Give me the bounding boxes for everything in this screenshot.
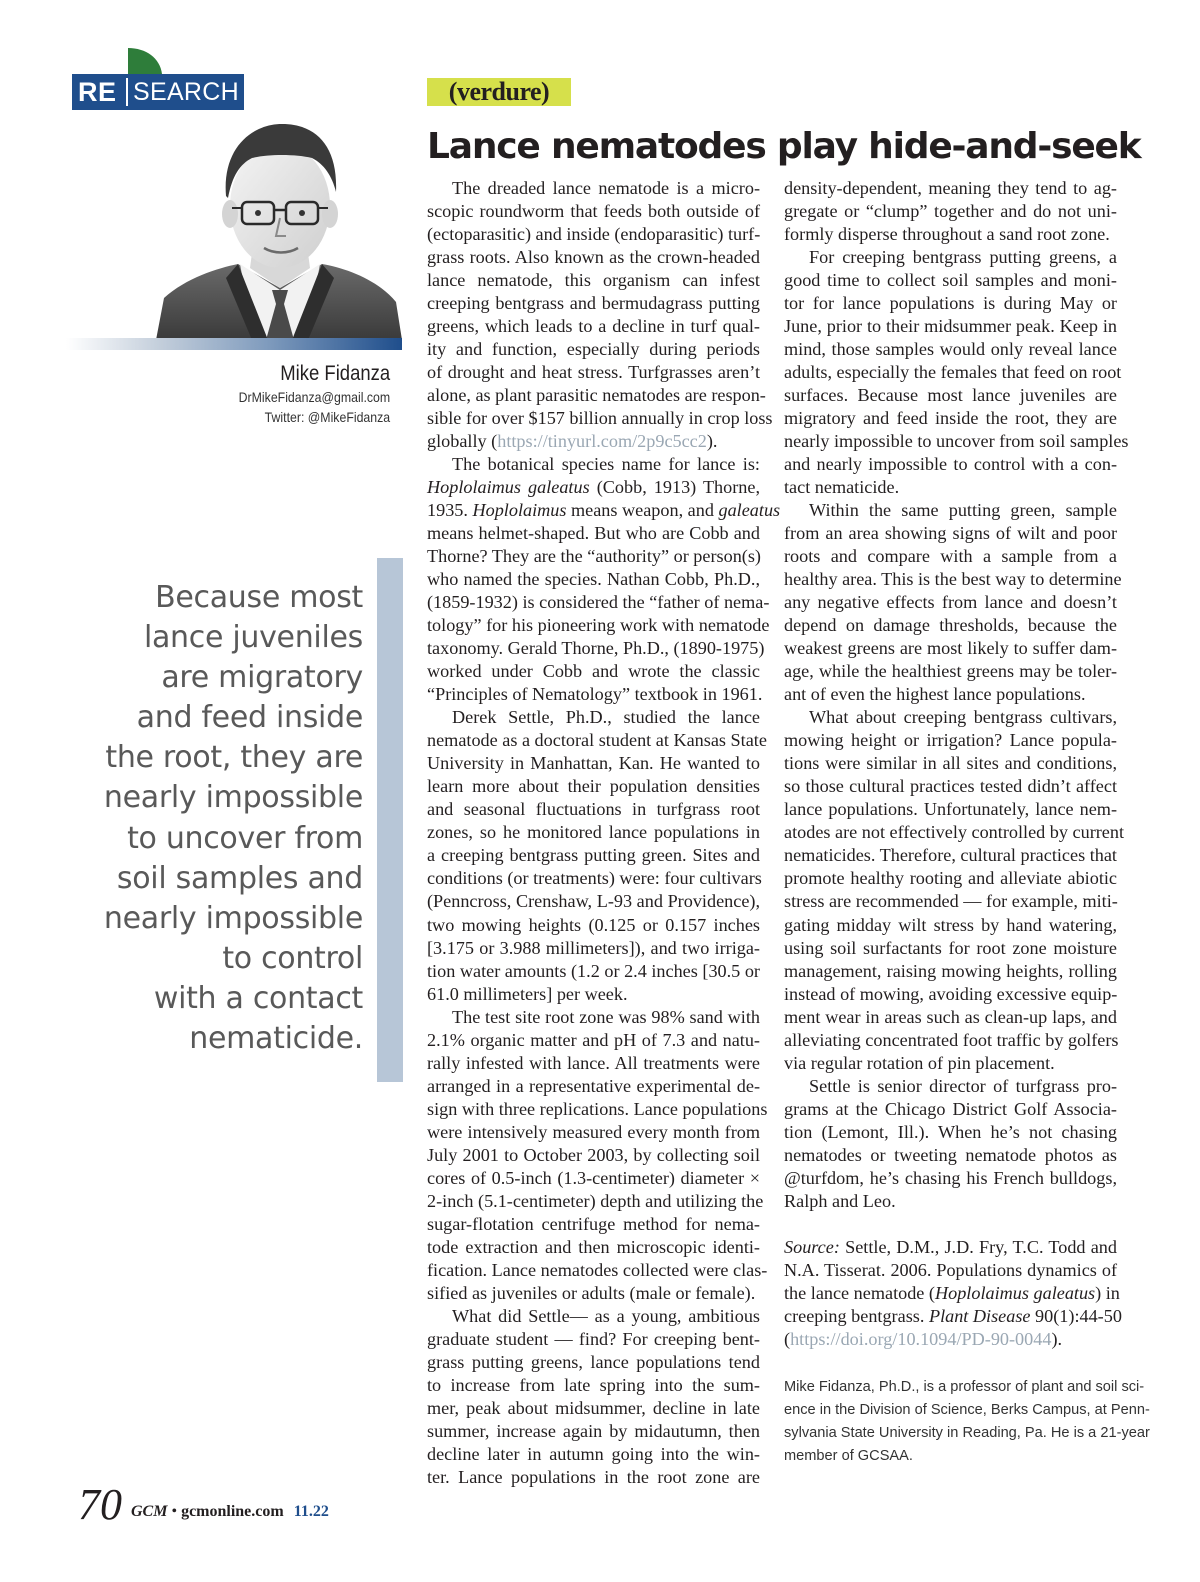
- source-line-with-link: [784, 1328, 1117, 1351]
- pullquote-line: and feed inside: [136, 700, 363, 736]
- body-line: June, prior to their midsummer peak. Keep in: [784, 316, 1117, 337]
- article-headline: Lance nematodes play hide-and-seek: [427, 126, 1141, 167]
- body-line: (1859-1932) is considered the “father of nema-: [427, 592, 770, 613]
- pullquote: [70, 578, 363, 1059]
- body-line: ment wear in areas such as clean-up laps, and: [784, 1006, 1117, 1027]
- tinyurl-link[interactable]: https://tinyurl.com/2p9c5cc2: [497, 431, 707, 452]
- body-line: means helmet-shaped. But who are Cobb and: [427, 523, 760, 544]
- body-line: What about creeping bentgrass cultivars,: [809, 707, 1117, 728]
- author-info: [218, 361, 390, 427]
- author-bio: [784, 1376, 1150, 1468]
- bio-line: ence in the Division of Science, Berks Campus, at Penn-: [784, 1402, 1150, 1419]
- bio-line: sylvania State University in Reading, Pa. He is a 21-year: [784, 1425, 1150, 1442]
- body-line: graduate student — find? For creeping bent-: [427, 1328, 760, 1349]
- source-label: Source:: [784, 1236, 840, 1257]
- body-line: formly disperse throughout a sand root zone.: [784, 224, 1110, 245]
- body-line: ter. Lance populations in the root zone are: [427, 1466, 760, 1487]
- section-logo-re: RE: [78, 77, 117, 107]
- link-suffix: ).: [706, 431, 718, 452]
- body-line: mer, peak about midsummer, decline in late: [427, 1397, 760, 1418]
- body-line: worked under Cobb and wrote the classic: [427, 661, 760, 682]
- body-line: who named the species. Nathan Cobb, Ph.D.,: [427, 569, 760, 590]
- journal-name: Plant Disease: [928, 1305, 1031, 1326]
- body-line: good time to collect soil samples and moni-: [784, 270, 1117, 291]
- leaf-icon: [128, 48, 162, 74]
- body-line: arranged in a representative experimental de-: [427, 1075, 760, 1096]
- section-logo: [72, 48, 244, 112]
- section-logo-search: SEARCH: [133, 78, 239, 106]
- body-line: sified as juveniles or adults (male or female).: [427, 1282, 756, 1303]
- portrait-rule: [66, 338, 402, 350]
- author-twitter[interactable]: Twitter: @MikeFidanza: [264, 409, 390, 425]
- body-line: conditions (or treatments) were: four cultivars: [427, 868, 762, 889]
- body-line: mind, those samples would only reveal lance: [784, 339, 1117, 360]
- body-line: roots and compare with a sample from a: [784, 546, 1117, 567]
- pullquote-line: Because most: [155, 580, 363, 615]
- body-line: summer, increase again by midautumn, then: [427, 1420, 760, 1441]
- body-line: gregate or “clump” together and do not uni-: [784, 201, 1117, 222]
- pullquote-line: are migratory: [161, 660, 363, 696]
- body-line: tode extraction and then microscopic identi-: [427, 1236, 760, 1257]
- source-line: Source: Settle, D.M., J.D. Fry, T.C. Todd and: [784, 1236, 1117, 1257]
- body-line: tor for lance populations is during May or: [784, 293, 1117, 314]
- body-line-italic: Hoplolaimus galeatus (Cobb, 1913) Thorne,: [427, 477, 761, 498]
- species-epithet: galeatus: [718, 500, 781, 521]
- author-email[interactable]: DrMikeFidanza@gmail.com: [238, 389, 390, 405]
- paragraph-gap: [784, 1213, 1117, 1236]
- section-kicker: (verdure): [427, 78, 571, 106]
- body-line: learn more about their population densities: [427, 776, 760, 797]
- author-name: Mike Fidanza: [280, 362, 390, 385]
- body-line: of drought and heat stress. Turfgrasses aren’t: [427, 362, 760, 383]
- body-line: scopic roundworm that feeds both outside of: [427, 201, 760, 222]
- body-line: University in Manhattan, Kan. He wanted to: [427, 753, 760, 774]
- pullquote-line: the root, they are: [105, 740, 363, 776]
- body-line: decline later in autumn going into the win-: [427, 1443, 760, 1464]
- section-logo-bar: [72, 74, 244, 110]
- source-line: creeping bentgrass. Plant Disease 90(1):44-50: [784, 1305, 1122, 1326]
- body-line: Ralph and Leo.: [784, 1190, 896, 1211]
- link-suffix: ).: [1051, 1328, 1063, 1349]
- body-line: surfaces. Because most lance juveniles are: [784, 385, 1117, 406]
- body-line: Thorne? They are the “authority” or person(s): [427, 546, 761, 567]
- body-line: The botanical species name for lance is:: [452, 454, 760, 475]
- body-line-italic: 1935. Hoplolaimus means weapon, and galeatus: [427, 500, 781, 521]
- source-line: the lance nematode (Hoplolaimus galeatus) in: [784, 1282, 1120, 1303]
- pullquote-line: to uncover from: [127, 820, 363, 856]
- body-line: grass roots. Also known as the crown-headed: [427, 247, 760, 268]
- body-line: mowing height or irrigation? Lance popula-: [784, 730, 1117, 751]
- body-line: ity and function, especially during periods: [427, 339, 760, 360]
- section-logo-divider: [126, 78, 128, 106]
- body-line: density-dependent, meaning they tend to ag-: [784, 178, 1117, 198]
- body-line: atodes are not effectively controlled by current: [784, 822, 1125, 843]
- body-line: nematodes or tweeting nematode photos as: [784, 1144, 1117, 1165]
- doi-link[interactable]: https://doi.org/10.1094/PD-90-0044: [790, 1328, 1052, 1349]
- body-line: [3.175 or 3.988 millimeters]), and two irriga-: [427, 937, 760, 958]
- pullquote-line: nearly impossible: [103, 900, 363, 936]
- footer-publication: [131, 1500, 329, 1524]
- body-line: gating midday wilt stress by hand watering,: [784, 914, 1117, 935]
- body-line-with-link: [427, 430, 760, 453]
- body-line: healthy area. This is the best way to determine: [784, 569, 1122, 590]
- pullquote-line: nematicide.: [189, 1021, 363, 1057]
- body-line: (ectoparasitic) and inside (endoparasitic) turf-: [427, 224, 761, 245]
- genus-name: Hoplolaimus: [472, 500, 567, 521]
- body-line: @turfdom, he’s chasing his French bulldogs,: [784, 1167, 1117, 1188]
- body-line: tions were similar in all sites and conditions,: [784, 753, 1117, 774]
- body-line: alone, as plant parasitic nematodes are respon-: [427, 385, 766, 406]
- body-line: 2-inch (5.1-centimeter) depth and utilizing the: [427, 1190, 764, 1211]
- body-line: any negative effects from lance and doesn’t: [784, 592, 1117, 613]
- body-line: 2.1% organic matter and pH of 7.3 and natu-: [427, 1029, 760, 1050]
- body-line: Settle is senior director of turfgrass pro-: [809, 1075, 1117, 1096]
- body-line: age, while the healthiest greens may be toler-: [784, 661, 1117, 682]
- body-line: zones, so he monitored lance populations in: [427, 822, 760, 843]
- body-line: and seasonal fluctuations in turfgrass root: [427, 799, 760, 820]
- pullquote-bar: [377, 558, 403, 1082]
- body-line: “Principles of Nematology” textbook in 1961.: [427, 684, 763, 705]
- body-line: nematode as a doctoral student at Kansas State: [427, 730, 767, 751]
- species-name: Hoplolaimus galeatus: [427, 477, 590, 498]
- body-line: migratory and feed inside the root, they are: [784, 408, 1117, 429]
- pullquote-line: with a contact: [153, 980, 363, 1016]
- body-line: to increase from late spring into the sum-: [427, 1374, 760, 1395]
- body-line: so those cultural practices tested didn’t affect: [784, 776, 1117, 797]
- body-line: were intensively measured every month from: [427, 1121, 760, 1142]
- body-line: adults, especially the females that feed on root: [784, 362, 1122, 383]
- body-line: greens, which leads to a decline in turf qual-: [427, 316, 760, 337]
- body-line: 61.0 millimeters] per week.: [427, 983, 628, 1004]
- body-line: grams at the Chicago District Golf Associa-: [784, 1098, 1117, 1119]
- body-line: grass putting greens, lance populations tend: [427, 1351, 760, 1372]
- body-line: via regular rotation of pin placement.: [784, 1052, 1055, 1073]
- species-name: Hoplolaimus galeatus: [934, 1282, 1096, 1303]
- article-column-1: [427, 177, 781, 1489]
- body-line: lance nematode, this organism can infest: [427, 270, 760, 291]
- body-line: The dreaded lance nematode is a micro-: [452, 178, 760, 198]
- publication-site[interactable]: gcmonline.com: [181, 1503, 284, 1520]
- body-line: rally infested with lance. All treatments were: [427, 1052, 760, 1073]
- body-line: nematicides. Therefore, cultural practices that: [784, 845, 1117, 866]
- body-line: using soil surfactants for root zone moisture: [784, 937, 1117, 958]
- source-line: N.A. Tisserat. 2006. Populations dynamics of: [784, 1259, 1117, 1280]
- body-line: ant of even the highest lance populations.: [784, 684, 1086, 705]
- page-number: 70: [78, 1480, 122, 1529]
- body-line: and nearly impossible to control with a con-: [784, 454, 1117, 475]
- body-line: July 2001 to October 2003, by collecting soil: [427, 1144, 760, 1165]
- body-line: stress are recommended — for example, miti-: [784, 891, 1118, 912]
- article-column-2: [784, 177, 1129, 1351]
- author-portrait: [156, 118, 402, 340]
- body-line: The test site root zone was 98% sand with: [452, 1006, 760, 1027]
- body-line: nearly impossible to uncover from soil samples: [784, 431, 1129, 452]
- body-line: tion (Lemont, Ill.). When he’s not chasing: [784, 1121, 1117, 1142]
- body-line: creeping bentgrass and bermudagrass putting: [427, 293, 760, 314]
- body-line: instead of mowing, avoiding excessive equip-: [784, 983, 1118, 1004]
- body-line: tion water amounts (1.2 or 2.4 inches [30.5 or: [427, 960, 760, 981]
- body-line: weakest greens are most likely to suffer dam-: [784, 638, 1117, 659]
- body-line: alleviating concentrated foot traffic by golfers: [784, 1029, 1119, 1050]
- bio-line: member of GCSAA.: [784, 1448, 913, 1465]
- pullquote-line: lance juveniles: [143, 620, 363, 656]
- pullquote-line: nearly impossible: [103, 780, 363, 816]
- bio-line: Mike Fidanza, Ph.D., is a professor of plant and soil sci-: [784, 1379, 1145, 1395]
- body-line: management, raising mowing heights, rolling: [784, 960, 1117, 981]
- body-line: a creeping bentgrass putting green. Sites and: [427, 845, 760, 866]
- body-line: two mowing heights (0.125 or 0.157 inches: [427, 914, 760, 935]
- body-line: sugar-flotation centrifuge method for nema-: [427, 1213, 760, 1234]
- body-line: lance populations. Unfortunately, lance nem-: [784, 799, 1117, 820]
- publication-name: GCM: [131, 1503, 168, 1520]
- body-line: depend on damage thresholds, because the: [784, 615, 1117, 636]
- body-line: sign with three replications. Lance populations: [427, 1098, 768, 1119]
- pullquote-line: soil samples and: [116, 860, 363, 896]
- body-line: tology” for his pioneering work with nematode: [427, 615, 770, 636]
- body-line: Within the same putting green, sample: [809, 500, 1117, 521]
- body-line: (Penncross, Crenshaw, L-93 and Providence),: [427, 891, 760, 912]
- footer-bullet: •: [171, 1503, 178, 1520]
- link-prefix: globally (: [427, 431, 498, 452]
- body-line: from an area showing signs of wilt and poor: [784, 523, 1117, 544]
- body-line: fication. Lance nematodes collected were clas-: [427, 1259, 768, 1280]
- body-line: cores of 0.5-inch (1.3-centimeter) diameter ×: [427, 1167, 760, 1188]
- body-line: sible for over $157 billion annually in crop loss: [427, 408, 773, 429]
- body-line: taxonomy. Gerald Thorne, Ph.D., (1890-1975): [427, 638, 765, 659]
- body-line: For creeping bentgrass putting greens, a: [809, 247, 1117, 268]
- body-line: tact nematicide.: [784, 477, 900, 498]
- link-prefix: (: [784, 1328, 791, 1349]
- issue-date: 11.22: [293, 1503, 329, 1520]
- body-line: What did Settle— as a young, ambitious: [452, 1305, 760, 1326]
- body-line: promote healthy rooting and alleviate abiotic: [784, 868, 1117, 889]
- body-line: Derek Settle, Ph.D., studied the lance: [452, 707, 760, 728]
- pullquote-line: to control: [222, 940, 363, 976]
